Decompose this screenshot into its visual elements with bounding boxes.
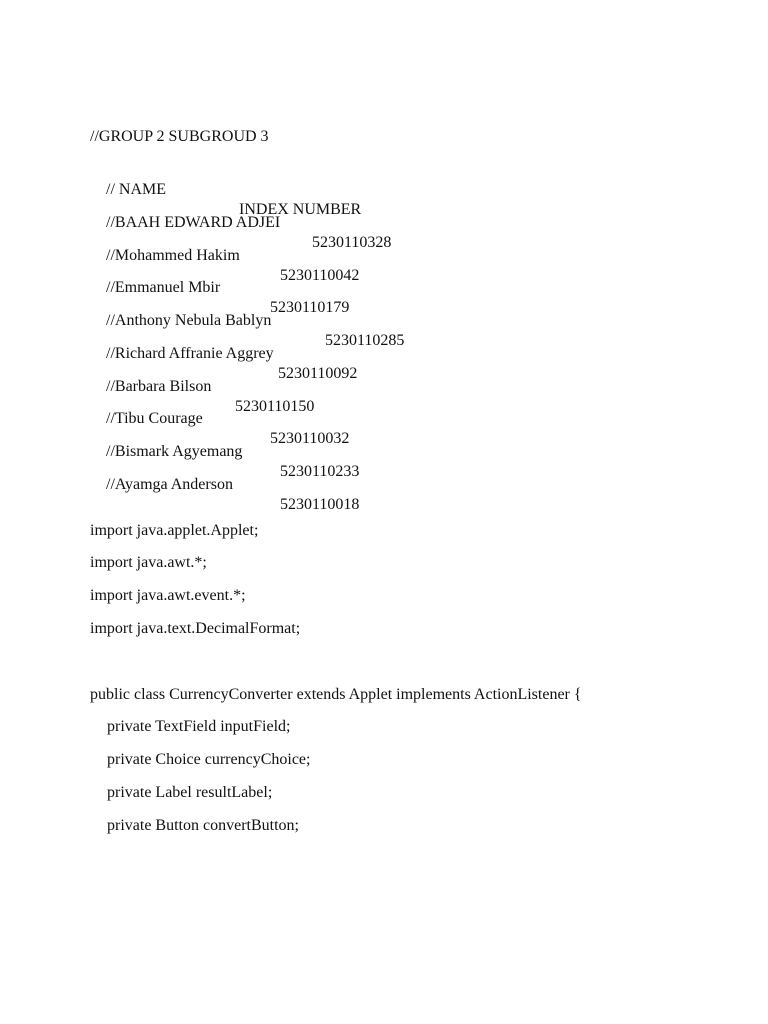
import-line: import java.text.DecimalFormat;	[90, 620, 301, 637]
member-name: //Anthony Nebula Bablyn	[106, 312, 272, 329]
member-index: 5230110328	[312, 234, 392, 251]
column-header-row	[90, 160, 362, 218]
member-name: //Mohammed Hakim	[106, 247, 240, 264]
index-column-label: INDEX NUMBER	[239, 201, 362, 218]
member-row	[90, 357, 315, 415]
field-declaration: private Button convertButton;	[107, 817, 299, 834]
name-column-label: // NAME	[106, 181, 166, 198]
field-declaration: private Choice currencyChoice;	[107, 751, 311, 768]
member-index: 5230110179	[270, 299, 350, 316]
member-name: //BAAH EDWARD ADJEI	[106, 214, 281, 231]
group-header-line: //GROUP 2 SUBGROUD 3	[90, 128, 269, 145]
import-line: import java.awt.event.*;	[90, 587, 246, 604]
member-index: 5230110150	[235, 398, 315, 415]
member-index: 5230110032	[270, 430, 350, 447]
member-index: 5230110042	[280, 267, 360, 284]
member-row	[90, 324, 358, 382]
member-name: //Bismark Agyemang	[106, 443, 243, 460]
member-index: 5230110285	[325, 332, 405, 349]
member-name: //Tibu Courage	[106, 410, 203, 427]
member-index: 5230110018	[280, 496, 360, 513]
class-declaration: public class CurrencyConverter extends Applet implements ActionListener {	[90, 686, 582, 703]
member-name: //Emmanuel Mbir	[106, 279, 221, 296]
member-name: //Ayamga Anderson	[106, 476, 233, 493]
member-name: //Barbara Bilson	[106, 378, 212, 395]
member-index: 5230110092	[278, 365, 358, 382]
field-declaration: private Label resultLabel;	[107, 784, 273, 801]
member-name: //Richard Affranie Aggrey	[106, 345, 274, 362]
import-line: import java.awt.*;	[90, 554, 207, 571]
member-index: 5230110233	[280, 463, 360, 480]
field-declaration: private TextField inputField;	[107, 718, 291, 735]
import-line: import java.applet.Applet;	[90, 522, 259, 539]
